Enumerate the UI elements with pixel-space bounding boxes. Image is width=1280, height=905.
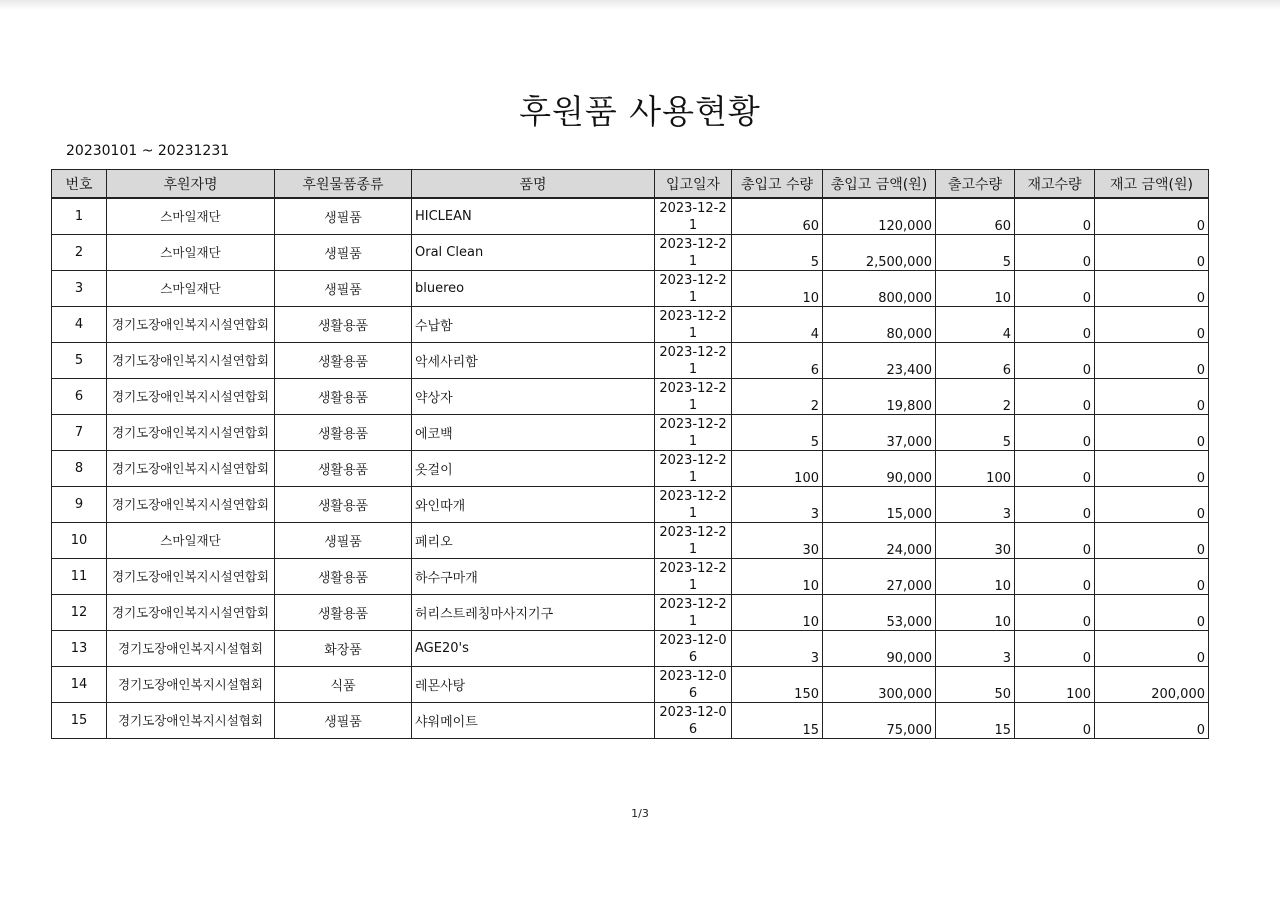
receipt-date: 2023-12-21 — [655, 235, 732, 271]
stock-amount: 0 — [1095, 559, 1209, 595]
total-in-quantity: 3 — [732, 631, 823, 667]
item-name: 레몬사탕 — [412, 667, 655, 703]
item-name: HICLEAN — [412, 198, 655, 235]
row-number: 12 — [52, 595, 107, 631]
total-in-quantity: 5 — [732, 415, 823, 451]
item-category: 생활용품 — [275, 415, 412, 451]
document-title: 후원품 사용현황 — [519, 92, 761, 131]
total-in-amount: 90,000 — [823, 451, 936, 487]
row-number: 11 — [52, 559, 107, 595]
receipt-date: 2023-12-21 — [655, 595, 732, 631]
header-cell: 총입고 금액(원) — [823, 170, 936, 199]
stock-amount: 0 — [1095, 307, 1209, 343]
stock-quantity: 0 — [1015, 631, 1095, 667]
donor-name: 스마일재단 — [107, 271, 275, 307]
table-row — [52, 523, 1209, 559]
table-row — [52, 235, 1209, 271]
item-name: 약상자 — [412, 379, 655, 415]
out-quantity: 10 — [936, 559, 1015, 595]
table-row — [52, 703, 1209, 739]
stock-quantity: 0 — [1015, 595, 1095, 631]
item-name: 허리스트레칭마사지기구 — [412, 595, 655, 631]
row-number: 1 — [52, 198, 107, 235]
receipt-date: 2023-12-06 — [655, 631, 732, 667]
donor-name: 스마일재단 — [107, 198, 275, 235]
total-in-amount: 27,000 — [823, 559, 936, 595]
row-number: 5 — [52, 343, 107, 379]
total-in-amount: 2,500,000 — [823, 235, 936, 271]
donor-name: 스마일재단 — [107, 235, 275, 271]
stock-quantity: 0 — [1015, 343, 1095, 379]
total-in-quantity: 100 — [732, 451, 823, 487]
donor-name: 경기도장애인복지시설연합회 — [107, 559, 275, 595]
out-quantity: 50 — [936, 667, 1015, 703]
donation-usage-table — [51, 169, 1209, 739]
page-number: 1/3 — [631, 807, 649, 820]
item-name: 악세사리함 — [412, 343, 655, 379]
receipt-date: 2023-12-21 — [655, 523, 732, 559]
date-range: 20230101 ~ 20231231 — [66, 143, 230, 159]
donor-name: 경기도장애인복지시설연합회 — [107, 595, 275, 631]
total-in-quantity: 2 — [732, 379, 823, 415]
total-in-quantity: 5 — [732, 235, 823, 271]
receipt-date: 2023-12-21 — [655, 307, 732, 343]
item-category: 생필품 — [275, 271, 412, 307]
out-quantity: 10 — [936, 595, 1015, 631]
receipt-date: 2023-12-21 — [655, 451, 732, 487]
donor-name: 경기도장애인복지시설협회 — [107, 703, 275, 739]
total-in-quantity: 15 — [732, 703, 823, 739]
row-number: 6 — [52, 379, 107, 415]
total-in-amount: 23,400 — [823, 343, 936, 379]
header-cell: 후원자명 — [107, 170, 275, 199]
stock-quantity: 0 — [1015, 235, 1095, 271]
receipt-date: 2023-12-21 — [655, 415, 732, 451]
item-name: bluereo — [412, 271, 655, 307]
receipt-date: 2023-12-21 — [655, 379, 732, 415]
item-category: 생활용품 — [275, 451, 412, 487]
header-cell: 재고수량 — [1015, 170, 1095, 199]
total-in-amount: 800,000 — [823, 271, 936, 307]
stock-amount: 0 — [1095, 415, 1209, 451]
row-number: 2 — [52, 235, 107, 271]
table-row — [52, 198, 1209, 235]
stock-amount: 0 — [1095, 379, 1209, 415]
row-number: 8 — [52, 451, 107, 487]
out-quantity: 4 — [936, 307, 1015, 343]
total-in-amount: 90,000 — [823, 631, 936, 667]
out-quantity: 5 — [936, 235, 1015, 271]
table-row — [52, 343, 1209, 379]
scan-edge — [0, 0, 1280, 10]
row-number: 7 — [52, 415, 107, 451]
table-row — [52, 271, 1209, 307]
stock-quantity: 0 — [1015, 307, 1095, 343]
total-in-quantity: 30 — [732, 523, 823, 559]
total-in-amount: 19,800 — [823, 379, 936, 415]
receipt-date: 2023-12-06 — [655, 703, 732, 739]
table-row — [52, 667, 1209, 703]
stock-amount: 0 — [1095, 198, 1209, 235]
table-row — [52, 379, 1209, 415]
item-name: 에코백 — [412, 415, 655, 451]
table-row — [52, 559, 1209, 595]
row-number: 14 — [52, 667, 107, 703]
stock-amount: 0 — [1095, 595, 1209, 631]
total-in-amount: 24,000 — [823, 523, 936, 559]
receipt-date: 2023-12-21 — [655, 343, 732, 379]
item-category: 생활용품 — [275, 307, 412, 343]
donor-name: 경기도장애인복지시설연합회 — [107, 487, 275, 523]
out-quantity: 3 — [936, 631, 1015, 667]
row-number: 4 — [52, 307, 107, 343]
item-category: 생활용품 — [275, 379, 412, 415]
out-quantity: 60 — [936, 198, 1015, 235]
item-name: 페리오 — [412, 523, 655, 559]
stock-quantity: 0 — [1015, 523, 1095, 559]
receipt-date: 2023-12-21 — [655, 559, 732, 595]
item-name: 옷걸이 — [412, 451, 655, 487]
header-cell: 품명 — [412, 170, 655, 199]
out-quantity: 5 — [936, 415, 1015, 451]
out-quantity: 6 — [936, 343, 1015, 379]
stock-quantity: 0 — [1015, 487, 1095, 523]
donor-name: 스마일재단 — [107, 523, 275, 559]
item-category: 생활용품 — [275, 343, 412, 379]
out-quantity: 3 — [936, 487, 1015, 523]
item-category: 화장품 — [275, 631, 412, 667]
out-quantity: 30 — [936, 523, 1015, 559]
stock-quantity: 0 — [1015, 271, 1095, 307]
total-in-quantity: 10 — [732, 595, 823, 631]
total-in-quantity: 60 — [732, 198, 823, 235]
row-number: 3 — [52, 271, 107, 307]
stock-amount: 0 — [1095, 523, 1209, 559]
header-cell: 번호 — [52, 170, 107, 199]
stock-amount: 200,000 — [1095, 667, 1209, 703]
stock-quantity: 0 — [1015, 559, 1095, 595]
total-in-amount: 120,000 — [823, 198, 936, 235]
row-number: 9 — [52, 487, 107, 523]
total-in-quantity: 10 — [732, 271, 823, 307]
stock-quantity: 0 — [1015, 415, 1095, 451]
total-in-quantity: 150 — [732, 667, 823, 703]
donor-name: 경기도장애인복지시설연합회 — [107, 415, 275, 451]
item-category: 생활용품 — [275, 487, 412, 523]
table-row — [52, 595, 1209, 631]
table-body — [52, 198, 1209, 739]
donor-name: 경기도장애인복지시설협회 — [107, 631, 275, 667]
stock-amount: 0 — [1095, 703, 1209, 739]
donor-name: 경기도장애인복지시설연합회 — [107, 343, 275, 379]
stock-amount: 0 — [1095, 487, 1209, 523]
donor-name: 경기도장애인복지시설협회 — [107, 667, 275, 703]
item-name: Oral Clean — [412, 235, 655, 271]
table-row — [52, 487, 1209, 523]
stock-quantity: 0 — [1015, 379, 1095, 415]
stock-quantity: 0 — [1015, 198, 1095, 235]
total-in-amount: 53,000 — [823, 595, 936, 631]
table-row — [52, 307, 1209, 343]
receipt-date: 2023-12-21 — [655, 198, 732, 235]
stock-amount: 0 — [1095, 343, 1209, 379]
table-row — [52, 631, 1209, 667]
stock-amount: 0 — [1095, 631, 1209, 667]
item-category: 생필품 — [275, 703, 412, 739]
stock-amount: 0 — [1095, 235, 1209, 271]
total-in-amount: 300,000 — [823, 667, 936, 703]
donor-name: 경기도장애인복지시설연합회 — [107, 307, 275, 343]
out-quantity: 10 — [936, 271, 1015, 307]
total-in-amount: 15,000 — [823, 487, 936, 523]
item-category: 생필품 — [275, 523, 412, 559]
item-category: 생필품 — [275, 235, 412, 271]
table-row — [52, 415, 1209, 451]
receipt-date: 2023-12-21 — [655, 487, 732, 523]
stock-amount: 0 — [1095, 451, 1209, 487]
receipt-date: 2023-12-06 — [655, 667, 732, 703]
table-row — [52, 451, 1209, 487]
total-in-quantity: 3 — [732, 487, 823, 523]
donor-name: 경기도장애인복지시설연합회 — [107, 379, 275, 415]
total-in-quantity: 6 — [732, 343, 823, 379]
total-in-quantity: 4 — [732, 307, 823, 343]
row-number: 10 — [52, 523, 107, 559]
item-category: 생활용품 — [275, 595, 412, 631]
header-row — [52, 170, 1209, 199]
item-name: 샤워메이트 — [412, 703, 655, 739]
total-in-amount: 80,000 — [823, 307, 936, 343]
stock-quantity: 0 — [1015, 703, 1095, 739]
stock-quantity: 100 — [1015, 667, 1095, 703]
header-cell: 후원물품종류 — [275, 170, 412, 199]
item-name: 와인따개 — [412, 487, 655, 523]
receipt-date: 2023-12-21 — [655, 271, 732, 307]
item-category: 식품 — [275, 667, 412, 703]
row-number: 15 — [52, 703, 107, 739]
header-cell: 총입고 수량 — [732, 170, 823, 199]
out-quantity: 15 — [936, 703, 1015, 739]
total-in-quantity: 10 — [732, 559, 823, 595]
stock-amount: 0 — [1095, 271, 1209, 307]
item-category: 생활용품 — [275, 559, 412, 595]
out-quantity: 100 — [936, 451, 1015, 487]
stock-quantity: 0 — [1015, 451, 1095, 487]
header-cell: 재고 금액(원) — [1095, 170, 1209, 199]
item-name: 하수구마개 — [412, 559, 655, 595]
row-number: 13 — [52, 631, 107, 667]
donor-name: 경기도장애인복지시설연합회 — [107, 451, 275, 487]
header-cell: 입고일자 — [655, 170, 732, 199]
item-name: 수납함 — [412, 307, 655, 343]
item-name: AGE20's — [412, 631, 655, 667]
total-in-amount: 37,000 — [823, 415, 936, 451]
header-cell: 출고수량 — [936, 170, 1015, 199]
item-category: 생필품 — [275, 198, 412, 235]
out-quantity: 2 — [936, 379, 1015, 415]
total-in-amount: 75,000 — [823, 703, 936, 739]
